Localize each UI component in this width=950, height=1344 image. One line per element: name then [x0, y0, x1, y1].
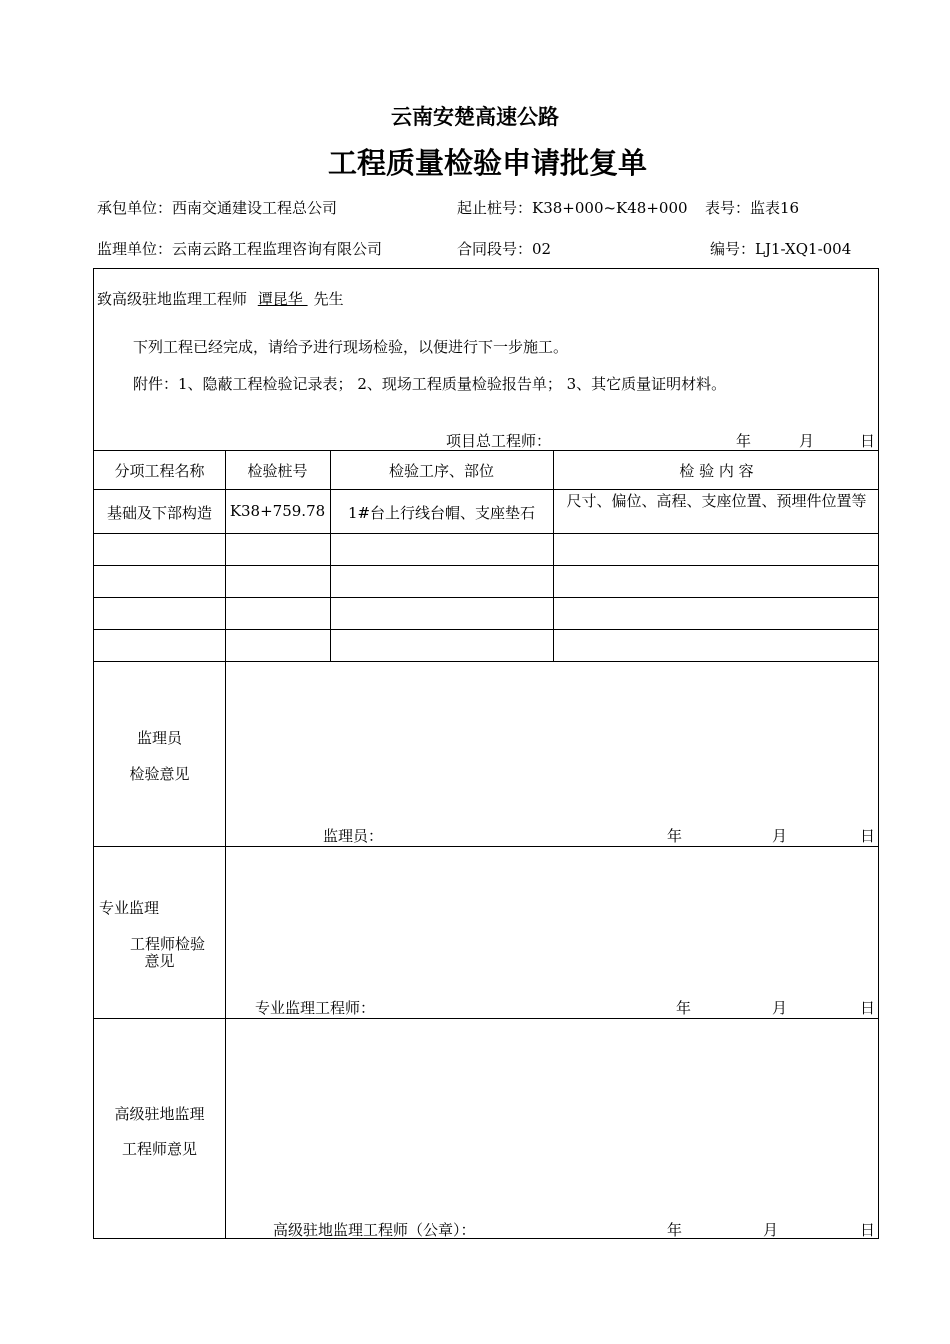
- resident-sign: 高级驻地监理工程师（公章）：: [273, 1221, 476, 1239]
- divider: [94, 533, 878, 534]
- form-title: 工程质量检验申请批复单: [327, 146, 647, 180]
- divider: [94, 450, 878, 451]
- attachments-line: 附件：1、隐蔽工程检验记录表； 2、现场工程质量检验报告单； 3、其它质量证明材料。: [133, 375, 727, 393]
- request-body: 下列工程已经完成，请给予进行现场检验，以便进行下一步施工。: [133, 338, 569, 356]
- request-day: 日: [860, 432, 876, 450]
- engineer-name: 谭昆华: [257, 290, 308, 308]
- divider: [94, 489, 878, 490]
- col-header-item: 分项工程名称: [114, 462, 205, 480]
- col-header-process: 检验工序、部位: [388, 462, 494, 480]
- form-sheet: [93, 268, 879, 1239]
- specialist-label-1: 专业监理: [99, 899, 160, 917]
- request-to-prefix: 致高级驻地监理工程师: [97, 290, 248, 308]
- divider: [94, 661, 878, 662]
- specialist-sign: 专业监理工程师：: [255, 999, 376, 1017]
- divider: [94, 597, 878, 598]
- table-cell: K38+759.78: [229, 502, 326, 520]
- contract-section-field: 合同段号：02: [457, 240, 552, 258]
- inspector-day: 日: [860, 827, 876, 845]
- resident-month: 月: [763, 1221, 779, 1239]
- table-cell: 1#台上行线台帽、支座垫石: [347, 504, 536, 522]
- specialist-label-3: 意见: [144, 952, 175, 970]
- divider: [225, 661, 226, 1239]
- divider: [94, 629, 878, 630]
- serial-number-field: 编号：LJ1-XQ1-004: [710, 240, 852, 258]
- inspector-month: 月: [772, 827, 788, 845]
- table-cell: 尺寸、偏位、高程、支座位置、预埋件位置等: [566, 492, 867, 510]
- col-header-content: 检 验 内 容: [679, 462, 754, 480]
- project-title: 云南安楚高速公路: [391, 105, 559, 129]
- inspector-sign: 监理员：: [323, 827, 384, 845]
- resident-label-1: 高级驻地监理: [114, 1105, 205, 1123]
- col-header-station: 检验桩号: [247, 462, 308, 480]
- specialist-label-2: 工程师检验: [130, 935, 206, 953]
- inspector-label-2: 检验意见: [129, 765, 190, 783]
- supervisor-unit-field: 监理单位：云南云路工程监理咨询有限公司: [97, 240, 383, 258]
- resident-year: 年: [667, 1221, 683, 1239]
- inspector-year: 年: [667, 827, 683, 845]
- contractor-field: 承包单位：西南交通建设工程总公司: [97, 199, 338, 217]
- table-cell: 基础及下部构造: [106, 504, 212, 522]
- divider: [330, 450, 331, 661]
- resident-label-2: 工程师意见: [121, 1140, 197, 1158]
- specialist-year: 年: [676, 999, 692, 1017]
- divider: [225, 450, 226, 661]
- inspector-label-1: 监理员: [136, 729, 182, 747]
- specialist-day: 日: [860, 999, 876, 1017]
- table-number-field: 表号：监表16: [705, 199, 800, 217]
- specialist-month: 月: [772, 999, 788, 1017]
- divider: [94, 565, 878, 566]
- divider: [94, 846, 878, 847]
- project-engineer-sign: 项目总工程师：: [446, 432, 552, 450]
- divider: [553, 450, 554, 661]
- request-to-suffix: 先生: [313, 290, 344, 308]
- divider: [94, 1018, 878, 1019]
- request-year: 年: [736, 432, 752, 450]
- request-to-line: [97, 288, 344, 309]
- chainage-range-field: 起止桩号：K38+000~K48+000: [457, 199, 688, 217]
- resident-day: 日: [860, 1221, 876, 1239]
- request-month: 月: [799, 432, 815, 450]
